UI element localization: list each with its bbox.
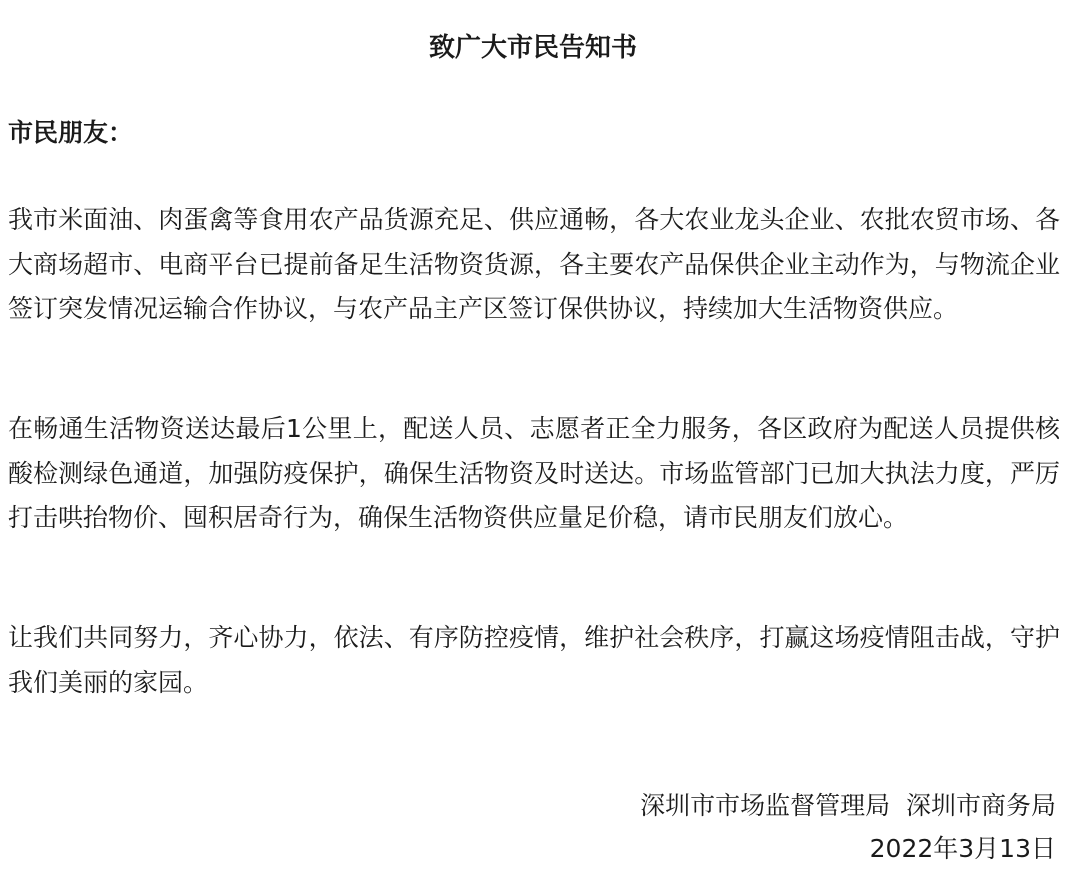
paragraph-appeal: 让我们共同努力，齐心协力，依法、有序防控疫情，维护社会秩序，打赢这场疫情阻击战，守护我们美丽的家园。 — [8, 623, 1060, 697]
signature-date: 2022年3月13日 — [869, 834, 1056, 863]
greeting: 市民朋友： — [8, 118, 134, 147]
paragraph-supply: 我市米面油、肉蛋禽等食用农产品货源充足、供应通畅，各大农业龙头企业、农批农贸市场、各大商场超市、电商平台已提前备足生活物资货源，各主要农产品保供企业主动作为，与物流企业签订突发情况运输合作协议，与农产品主产区签订保供协议，持续加大生活物资供应。 — [8, 205, 1060, 323]
paragraph-delivery: 在畅通生活物资送达最后1公里上，配送人员、志愿者正全力服务，各区政府为配送人员提供核酸检测绿色通道，加强防疫保护，确保生活物资及时送达。市场监管部门已加大执法力度，严厉打击哄抬物价、囤积居奇行为，确保生活物资供应量足价稳，请市民朋友们放心。 — [8, 414, 1060, 532]
signature-issuers: 深圳市市场监督管理局 深圳市商务局 — [640, 791, 1056, 820]
document-title: 致广大市民告知书 — [428, 33, 637, 63]
